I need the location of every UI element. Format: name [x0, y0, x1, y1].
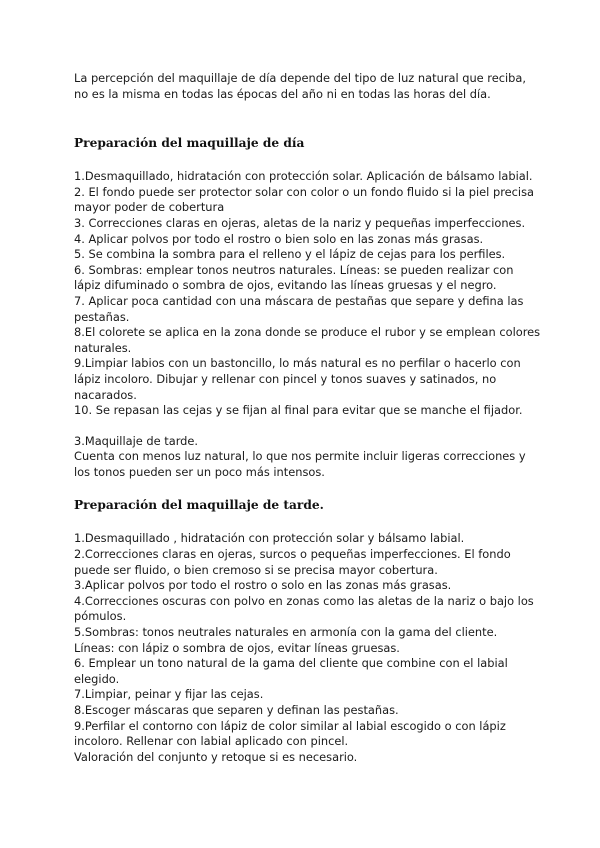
day-step-line: 6. Sombras: emplear tonos neutros naturales. Líneas: se pueden realizar con [74, 262, 514, 277]
evening-step-line: 5.Sombras: tonos neutrales naturales en armonía con la gama del cliente. [74, 625, 498, 640]
evening-step-line: 7.Limpiar, peinar y fijar las cejas. [74, 687, 264, 702]
evening-step-line: 2.Correcciones claras en ojeras, surcos o pequeñas imperfecciones. El fondo [74, 547, 511, 562]
day-makeup-heading: Preparación del maquillaje de día [74, 136, 305, 151]
evening-step-line: Valoración del conjunto y retoque si es necesario. [74, 749, 358, 764]
evening-step-line: pómulos. [74, 609, 127, 624]
day-step-line: 2. El fondo puede ser protector solar con color o un fondo fluido si la piel precisa [74, 184, 534, 199]
day-step-line: 9.Limpiar labios con un bastoncillo, lo más natural es no perfilar o hacerlo con [74, 356, 521, 371]
day-makeup-steps [74, 169, 574, 419]
day-step-line: 1.Desmaquillado, hidratación con protección solar. Aplicación de bálsamo labial. [74, 169, 533, 184]
day-step-line: nacarados. [74, 387, 137, 402]
evening-makeup-steps [74, 531, 574, 765]
evening-step-line: 1.Desmaquillado , hidratación con protección solar y bálsamo labial. [74, 531, 465, 546]
evening-step-line: Líneas: con lápiz o sombra de ojos, evitar líneas gruesas. [74, 640, 400, 655]
evening-step-line: 9.Perfilar el contorno con lápiz de color similar al labial escogido o con lápiz [74, 718, 506, 733]
intro-paragraph [74, 71, 574, 102]
day-step-line: 4. Aplicar polvos por todo el rostro o bien solo en las zonas más grasas. [74, 231, 484, 246]
day-step-line: pestañas. [74, 309, 130, 324]
evening-step-line: 4.Correcciones oscuras con polvo en zonas como las aletas de la nariz o bajo los [74, 593, 534, 608]
evening-makeup-heading: Preparación del maquillaje de tarde. [74, 498, 324, 513]
intro-line: La percepción del maquillaje de día depende del tipo de luz natural que reciba, [74, 71, 527, 85]
day-step-line: 8.El colorete se aplica en la zona donde se produce el rubor y se emplean colores [74, 325, 541, 340]
evening-intro-paragraph [74, 434, 574, 481]
evening-step-line: 3.Aplicar polvos por todo el rostro o solo en las zonas más grasas. [74, 578, 452, 593]
day-step-line: mayor poder de cobertura [74, 200, 225, 215]
evening-step-line: incoloro. Rellenar con labial aplicado con pincel. [74, 734, 349, 749]
day-step-line: naturales. [74, 340, 132, 355]
document-body [74, 71, 574, 765]
day-step-line: lápiz incoloro. Dibujar y rellenar con pincel y tonos suaves y satinados, no [74, 371, 497, 386]
day-step-line: 7. Aplicar poca cantidad con una máscara de pestañas que separe y defina las [74, 293, 524, 308]
day-step-line: 3. Correcciones claras en ojeras, aletas de la nariz y pequeñas imperfecciones. [74, 215, 526, 230]
day-step-line: lápiz difuminado o sombra de ojos, evitando las líneas gruesas y el negro. [74, 278, 497, 293]
evening-intro-line: Cuenta con menos luz natural, lo que nos permite incluir ligeras correcciones y [74, 449, 526, 464]
evening-step-line: 6. Emplear un tono natural de la gama del cliente que combine con el labial [74, 656, 508, 671]
evening-step-line: 8.Escoger máscaras que separen y definan las pestañas. [74, 703, 399, 717]
evening-intro-line: los tonos pueden ser un poco más intensos. [74, 464, 325, 479]
intro-line: no es la misma en todas las épocas del año ni en todas las horas del día. [74, 86, 491, 101]
day-step-line: 5. Se combina la sombra para el relleno y el lápiz de cejas para los perfiles. [74, 247, 506, 262]
evening-intro-line: 3.Maquillaje de tarde. [74, 433, 199, 448]
evening-step-line: elegido. [74, 671, 120, 686]
day-step-line: 10. Se repasan las cejas y se fijan al final para evitar que se manche el fijador. [74, 403, 523, 418]
evening-step-line: puede ser fluido, o bien cremoso si se precisa mayor cobertura. [74, 562, 438, 577]
